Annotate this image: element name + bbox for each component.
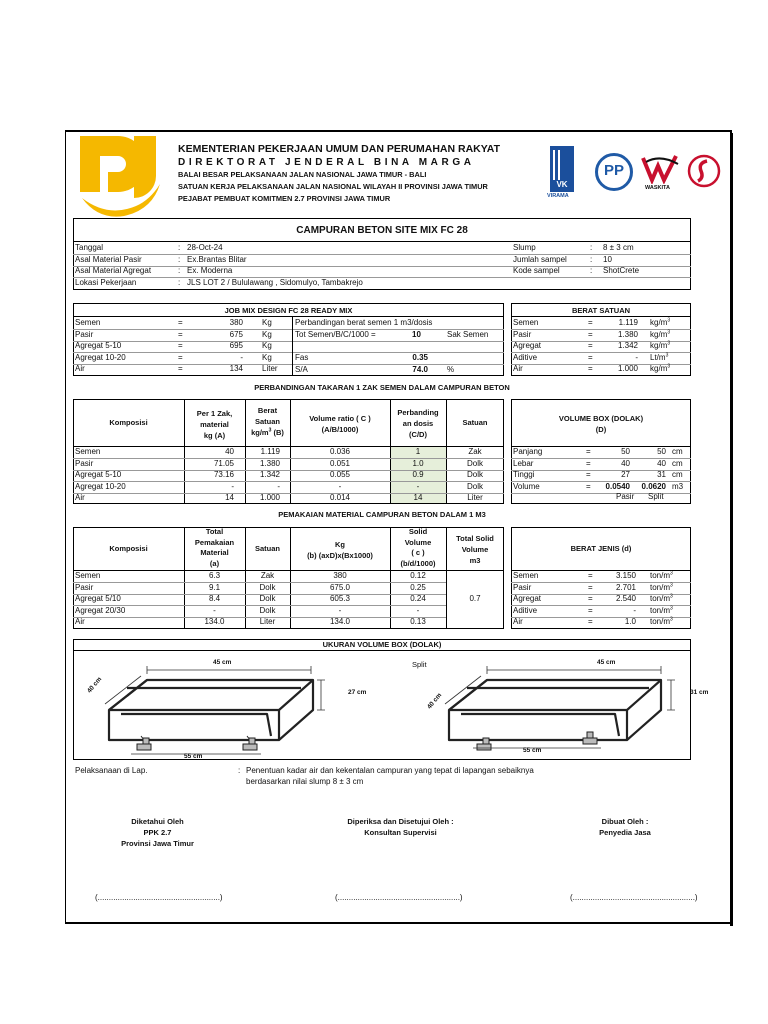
info-value: 10 [603,254,612,264]
berat-jenis-unit: ton/$m^3$ [650,570,673,580]
berat-jenis-name: Aditive [513,605,538,615]
info-label: Slump [513,243,536,252]
header-line-3: PEJABAT PEMBUAT KOMITMEN 2.7 PROVINSI JAWA TIMUR [178,194,391,203]
job-mix-unit: Liter [262,364,278,373]
right-length-label: 55 cm [523,747,542,754]
perbandingan-a: 71.05 [213,458,234,468]
pemakaian-satuan: Liter [259,617,276,626]
berat-satuan-eq: = [588,352,593,362]
col-split-label: Split [648,492,664,501]
perbandingan-d: 1.0 [412,458,424,468]
perbandingan-c: 0.014 [329,493,351,502]
berat-jenis-name: Pasir [513,582,532,592]
pemakaian-a: 9.1 [208,582,221,592]
col-komposisi: Komposisi [109,418,148,427]
berat-jenis-value: 1.0 [624,617,636,626]
pemakaian-satuan: Zak [260,571,275,580]
fas-value: 0.35 [412,353,428,362]
pemakaian-title: PEMAKAIAN MATERIAL CAMPURAN BETON DALAM 1 M3 [278,510,486,519]
form-title: CAMPURAN BETON SITE MIX FC 28 [296,225,468,236]
pemakaian-a: 134.0 [204,617,225,626]
volume-pasir: 27 [621,470,630,479]
berat-satuan-value: 1.380 [617,329,638,339]
ministry-name: KEMENTERIAN PEKERJAAN UMUM DAN PERUMAHAN RAKYAT [178,143,501,155]
info-label: Asal Material Pasir [75,254,142,264]
job-mix-unit: Kg [262,318,272,327]
pemakaian-a: 8.4 [208,594,221,603]
signature-penyedia: Dibuat Oleh : Penyedia Jasa [599,817,651,837]
col-dosis: Perbanding an dosis (C/D) [397,408,439,439]
col-total-solid: Total Solid Volume m3 [456,534,494,565]
pemakaian-solid: 0.25 [410,582,426,592]
berat-jenis-name: Semen [513,571,539,580]
info-value: Ex. Moderna [187,266,233,275]
perbandingan-title: PERBANDINGAN TAKARAN 1 ZAK SEMEN DALAM CAMPURAN BETON [254,383,510,392]
info-label: Lokasi Pekerjaan [75,277,137,287]
berat-jenis-unit: ton/$m^3$ [650,581,673,592]
volume-pasir: 50 [621,447,630,456]
berat-jenis-eq: = [588,617,593,626]
row-rule [73,341,504,342]
volume-split: 40 [657,458,666,468]
berat-satuan-value: 1.342 [617,341,638,350]
job-mix-name: Agregat 10-20 [75,352,126,362]
left-width-label: 45 cm [213,659,232,666]
signature-line-penyedia[interactable]: (.......................................................) [570,893,698,902]
perbandingan-c: 0.051 [329,458,351,468]
job-mix-name: Air [75,364,85,373]
pemakaian-solid: 0.24 [410,594,426,603]
job-mix-eq: = [178,364,183,373]
volume-name: Panjang [513,447,543,456]
volume-split: 31 [657,470,666,479]
berat-jenis-eq: = [588,582,593,592]
berat-satuan-name: Air [513,364,523,373]
berat-jenis-eq: = [588,594,593,603]
berat-satuan-value: - [635,352,638,362]
right-height-label: 31 cm [690,689,709,696]
perbandingan-b: 1.000 [259,493,280,502]
signature-konsultan: Diperiksa dan Disetujui Oleh : Konsultan Supervisi [347,817,454,837]
perbandingan-satuan: Liter [467,493,483,502]
notes-line-2: berdasarkan nilai slump 8 ± 3 cm [246,777,364,786]
header-line-2: SATUAN KERJA PELAKSANAAN JALAN NASIONAL WILAYAH II PROVINSI JAWA TIMUR [178,182,488,191]
pp-logo-text: PP [603,162,624,179]
info-label: Tanggal [75,243,104,252]
col-pasir-label: Pasir [616,492,635,501]
col-komposisi-2: Komposisi [109,544,148,553]
job-mix-unit: Kg [262,352,272,362]
berat-satuan-unit: $kg/m^3$ [650,328,671,339]
berat-jenis-name: Air [513,617,523,626]
waskita-logo-icon [640,152,682,184]
info-colon: : [178,243,181,252]
pu-logo-icon [78,134,170,220]
pemakaian-solid: 0.13 [410,617,426,626]
pemakaian-name: Semen [75,571,101,580]
job-mix-name: Semen [75,318,101,327]
volume-split: 50 [657,447,666,456]
left-height-label: 27 cm [348,689,367,696]
volume-eq: = [586,470,591,479]
volume-unit: cm [672,458,683,468]
perbandingan-d: 14 [413,493,423,502]
volume-split: 0.0620 [641,481,666,491]
job-mix-value: 380 [229,318,243,327]
row-rule [73,254,691,255]
berat-satuan-eq: = [588,329,593,339]
berat-satuan-name: Aditive [513,352,538,362]
pemakaian-kg: 675.0 [329,582,351,592]
berat-satuan-value: 1.119 [618,318,638,327]
berat-jenis-unit: ton/$m^3$ [650,593,673,603]
job-mix-eq: = [178,352,183,362]
col-berat: Berat Satuan $kg/m^3$ (B) [251,406,284,437]
pemakaian-a: 6.3 [208,571,221,580]
sa-value: 74.0 [412,365,428,374]
row-rule [73,277,691,278]
job-mix-value: - [240,352,243,362]
pp-logo-icon [595,153,633,191]
signature-line-ppk[interactable]: (.......................................................) [95,893,223,902]
pemakaian-name: Agregat 20/30 [75,605,126,615]
berat-jenis-unit: ton/$m^3$ [650,604,673,615]
col-per1zak: Per 1 Zak, material kg (A) [196,409,233,440]
perbandingan-satuan: Dolk [466,458,483,468]
berat-jenis-unit: ton/$m^3$ [650,616,673,626]
perbandingan-name: Agregat 10-20 [75,481,126,491]
perbandingan-d: 1 [415,447,421,456]
pemakaian-kg: 605.3 [329,594,351,603]
signature-ppk: Diketahui Oleh PPK 2.7 Provinsi Jawa Timur [121,817,194,848]
berat-jenis-eq: = [588,571,593,580]
pemakaian-name: Air [75,617,85,626]
pemakaian-satuan: Dolk [259,594,276,603]
pemakaian-kg: 380 [333,571,347,580]
vk-logo-icon [550,146,574,192]
volume-eq: = [586,447,591,456]
berat-satuan-eq: = [588,364,593,373]
info-colon: : [590,266,593,275]
volume-box-title: VOLUME BOX (DOLAK) (D) [558,414,644,434]
berat-satuan-eq: = [588,318,593,327]
perbandingan-satuan: Dolk [466,470,483,479]
volume-pasir: 40 [621,458,630,468]
sa-label: S/A [295,365,308,374]
berat-satuan-unit: $Lt/m^3$ [650,351,669,362]
pemakaian-solid: 0.12 [410,571,426,580]
pemakaian-a: - [213,605,216,615]
perbandingan-c: 0.036 [329,447,351,456]
pemakaian-satuan: Dolk [259,605,276,615]
col-satuan: Satuan [462,418,488,427]
perbandingan-d: 0.9 [412,470,424,479]
berat-satuan-unit: $kg/m^3$ [650,317,671,327]
pemakaian-name: Pasir [75,582,94,592]
notes-colon: : [238,766,241,775]
row-rule [73,364,504,365]
pemakaian-kg: 134.0 [329,617,351,626]
info-colon: : [590,243,593,252]
berat-satuan-eq: = [588,341,593,350]
row-rule [511,493,691,494]
perbandingan-b: 1.380 [259,458,280,468]
waskita-label: WASKITA [645,185,670,191]
berat-satuan-name: Semen [513,318,539,327]
volume-unit: m3 [672,481,684,491]
row-rule [73,266,691,267]
perbandingan-a: - [231,481,234,491]
pemakaian-satuan: Dolk [259,582,276,592]
volume-unit: cm [672,447,683,456]
header-line-1: BALAI BESAR PELAKSANAAN JALAN NASIONAL JAWA TIMUR - BALI [178,170,427,179]
berat-jenis-value: 3.150 [615,571,636,580]
perbandingan-satuan: Dolk [466,481,483,491]
perbandingan-b: 1.342 [259,470,280,479]
fourth-logo-icon [687,154,721,188]
perbandingan-a: 40 [225,447,234,456]
perbandingan-d: - [416,481,420,491]
info-colon: : [178,266,181,275]
perbandingan-satuan: Zak [468,447,482,456]
col-volume-ratio: Volume ratio ( C ) (A/B/1000) [309,414,371,434]
perbandingan-c: - [338,481,342,491]
berat-satuan-value: 1.000 [617,364,638,373]
berat-satuan-name: Pasir [513,329,532,339]
tot-label: Tot Semen/B/C/1000 = [295,330,376,339]
perbandingan-a: 73.16 [213,470,234,479]
perbandingan-name: Air [75,493,85,502]
berat-jenis-name: Agregat [513,594,542,603]
info-value: ShotCrete [603,266,640,275]
job-mix-name: Pasir [75,329,94,339]
volume-eq: = [586,481,591,491]
berat-satuan-title: BERAT SATUAN [571,306,631,315]
right-width-label: 45 cm [597,659,616,666]
pemakaian-name: Agregat 5/10 [75,594,121,603]
perbandingan-name: Agregat 5-10 [75,470,122,479]
left-depth-label: 40 cm [86,675,104,695]
job-mix-unit: Kg [262,341,272,350]
berat-jenis-value: 2.701 [615,582,636,592]
volume-name: Volume [513,481,540,491]
tot-value: 10 [412,330,421,339]
virama-label: VIRAMA [547,193,569,199]
job-mix-title: JOB MIX DESIGN FC 28 READY MIX [224,306,353,315]
notes-line-1: Penentuan kadar air dan kekentalan campuran yang tepat di lapangan sebaiknya [246,766,534,775]
split-label: Split [412,660,427,669]
job-mix-unit: Kg [262,329,272,339]
info-label: Kode sampel [513,266,560,275]
berat-jenis-value: 2.540 [615,594,636,603]
volume-name: Tinggi [513,470,535,479]
col-solid-volume: Solid Volume ( c ) (b/d/1000) [400,527,436,568]
perbandingan-a: 14 [225,493,234,502]
berat-jenis-eq: = [588,605,593,615]
volume-eq: = [586,458,591,468]
job-mix-value: 134 [229,364,243,373]
sa-unit: % [447,365,455,374]
directorate-name: DIREKTORAT JENDERAL BINA MARGA [178,157,475,168]
perbandingan-c: 0.055 [329,470,351,479]
col-satuan-2: Satuan [254,544,280,553]
job-mix-eq: = [178,341,183,350]
ukuran-title: UKURAN VOLUME BOX (DOLAK) [322,640,442,649]
info-label: Jumlah sampel [513,254,567,264]
info-colon: : [590,254,593,264]
col-total-pemakaian: Total Pemakaian Material (a) [194,527,235,568]
dolak-diagram [75,652,689,758]
berat-satuan-unit: $kg/m^3$ [650,363,671,373]
volume-name: Lebar [513,458,534,468]
info-value: Ex.Brantas Blitar [187,254,247,264]
job-mix-value: 695 [229,341,243,350]
info-label: Asal Material Agregat [75,266,152,275]
berat-jenis-value: - [633,605,636,615]
berat-satuan-name: Agregat [513,341,542,350]
perbandingan-b: 1.119 [260,447,280,456]
row-rule [73,329,504,330]
right-depth-label: 40 cm [426,691,444,711]
total-solid-value: 0.7 [469,594,481,603]
col-kg: Kg (b) (axD)x(Bx1000) [307,540,373,560]
row-rule [73,352,504,353]
job-mix-name: Agregat 5-10 [75,341,122,350]
info-value: 28-Oct-24 [187,243,223,252]
berat-satuan-unit: $kg/m^3$ [650,340,671,350]
vk-logo-text: VK [556,180,568,189]
tot-unit: Sak Semen [447,330,489,339]
perbandingan-name: Pasir [75,458,94,468]
volume-pasir: 0.0540 [605,481,630,491]
pemakaian-solid: - [416,605,420,615]
volume-unit: cm [672,470,683,479]
pemakaian-kg: - [338,605,342,615]
left-length-label: 55 cm [184,753,203,760]
perbandingan-name: Semen [75,447,101,456]
job-mix-eq: = [178,329,183,339]
info-value: JLS LOT 2 / Bululawang , Sidomulyo, Tambakrejo [187,277,363,287]
berat-jenis-title: BERAT JENIS (d) [570,544,632,553]
job-mix-eq: = [178,318,183,327]
perbandingan-text: Perbandingan berat semen 1 m3/dosis [295,318,433,327]
notes-label: Pelaksanaan di Lap. [75,766,148,775]
job-mix-value: 675 [229,329,243,339]
fas-label: Fas [295,353,309,362]
info-colon: : [178,277,181,287]
info-colon: : [178,254,181,264]
info-value: 8 ± 3 cm [603,243,634,252]
signature-line-konsultan[interactable]: (.......................................................) [335,893,463,902]
perbandingan-b: - [277,481,280,491]
